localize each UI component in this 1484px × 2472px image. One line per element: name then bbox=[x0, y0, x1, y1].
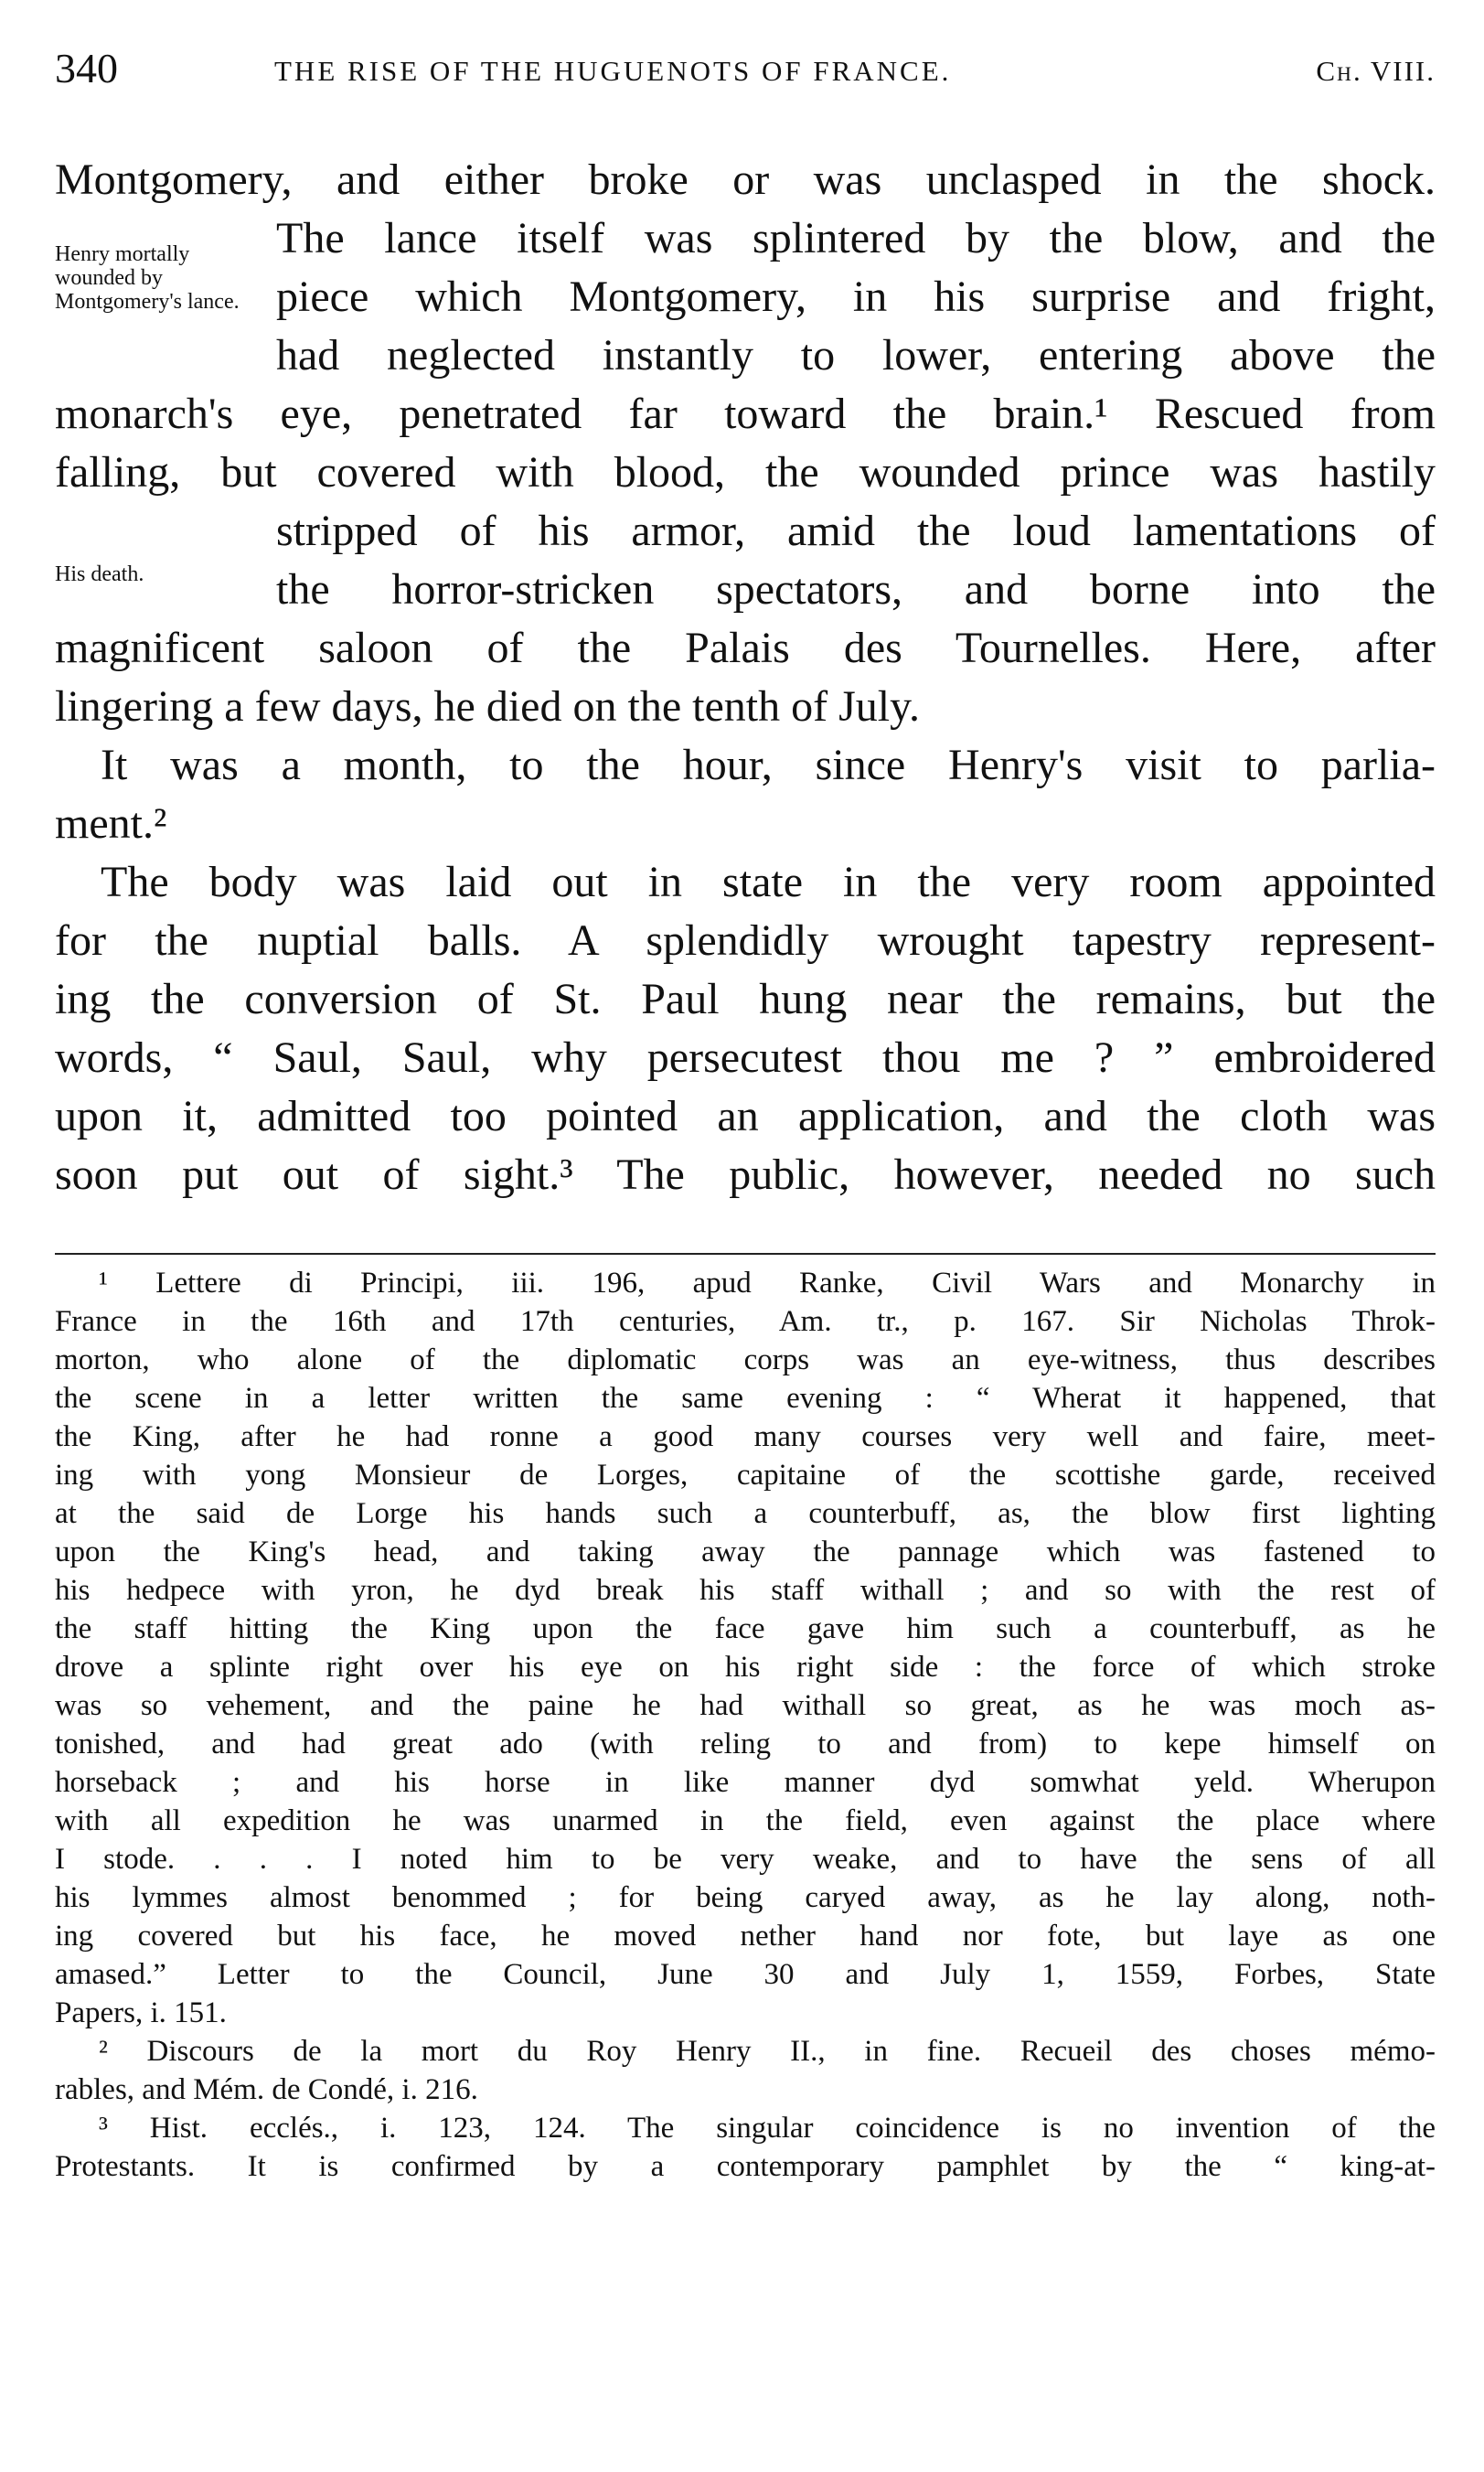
footnote-line: morton, who alone of the diplomatic corps was an eye-witness, thus describes bbox=[55, 1343, 1436, 1376]
footnote-line: upon the King's head, and taking away the pannage which was fastened to bbox=[55, 1536, 1436, 1568]
footnote-line: was so vehement, and the paine he had withall so great, as he was moch as- bbox=[55, 1689, 1436, 1722]
page-number: 340 bbox=[55, 45, 118, 91]
footnote-line: the staff hitting the King upon the face gave him such a counterbuff, as he bbox=[55, 1612, 1436, 1645]
body-line: upon it, admitted too pointed an application, and the cloth was bbox=[55, 1092, 1436, 1140]
footnote-line: the King, after he had ronne a good many courses very well and faire, meet- bbox=[55, 1420, 1436, 1453]
footnote-line: his hedpece with yron, he dyd break his staff withall ; and so with the rest of bbox=[55, 1574, 1436, 1607]
body-line: The body was laid out in state in the very room appointed bbox=[101, 858, 1436, 906]
footnote-line: the scene in a letter written the same evening : “ Wherat it happened, that bbox=[55, 1382, 1436, 1415]
chapter-label: Ch. VIII. bbox=[1316, 55, 1436, 87]
body-line: stripped of his armor, amid the loud lamentations of bbox=[276, 507, 1436, 555]
footnote-line: horseback ; and his horse in like manner dyd somwhat yeld. Wherupon bbox=[55, 1766, 1436, 1799]
sidenote-his-death: His death. bbox=[55, 562, 144, 586]
footnote-line: amased.” Letter to the Council, June 30 and July 1, 1559, Forbes, State bbox=[55, 1958, 1436, 1991]
body-line: ing the conversion of St. Paul hung near the remains, but the bbox=[55, 975, 1436, 1023]
body-line: The lance itself was splintered by the blow, and the bbox=[276, 214, 1436, 262]
body-line: Montgomery, and either broke or was unclasped in the shock. bbox=[55, 155, 1436, 204]
footnote-line: I stode. . . . I noted him to be very weake, and to have the sens of all bbox=[55, 1843, 1436, 1876]
footnote-rule bbox=[55, 1253, 1436, 1255]
footnote-line: Protestants. It is confirmed by a contemporary pamphlet by the “ king-at- bbox=[55, 2150, 1436, 2183]
footnote-line: ³ Hist. ecclés., i. 123, 124. The singular coincidence is no invention of the bbox=[99, 2112, 1436, 2145]
body-line: It was a month, to the hour, since Henry's visit to parlia- bbox=[101, 741, 1436, 789]
footnote-line: Papers, i. 151. bbox=[55, 1996, 227, 2029]
footnotes bbox=[55, 1264, 1436, 2186]
sidenote-mortally-wounded: Henry mortally wounded by Montgomery's lance. bbox=[55, 242, 240, 314]
body-line: monarch's eye, penetrated far toward the brain.¹ Rescued from bbox=[55, 390, 1436, 438]
footnote-line: drove a splinte right over his eye on his right side : the force of which stroke bbox=[55, 1651, 1436, 1684]
footnote-line: tonished, and had great ado (with reling to and from) to kepe himself on bbox=[55, 1728, 1436, 1760]
body-line: piece which Montgomery, in his surprise and fright, bbox=[276, 273, 1436, 321]
body-line: falling, but covered with blood, the wounded prince was hastily bbox=[55, 448, 1436, 497]
footnote-line: France in the 16th and 17th centuries, Am. tr., p. 167. Sir Nicholas Throk- bbox=[55, 1305, 1436, 1338]
body-line: lingering a few days, he died on the tenth of July. bbox=[55, 682, 920, 731]
footnote-line: rables, and Mém. de Condé, i. 216. bbox=[55, 2073, 478, 2106]
body-line: for the nuptial balls. A splendidly wrought tapestry represent- bbox=[55, 916, 1436, 965]
page-header bbox=[55, 44, 1436, 99]
body-line: had neglected instantly to lower, entering above the bbox=[276, 331, 1436, 380]
body-line: words, “ Saul, Saul, why persecutest thou me ? ” embroidered bbox=[55, 1033, 1436, 1082]
footnote-line: ² Discours de la mort du Roy Henry II., in fine. Recueil des choses mémo- bbox=[99, 2035, 1436, 2068]
footnote-line: ing with yong Monsieur de Lorges, capitaine of the scottishe garde, received bbox=[55, 1459, 1436, 1492]
footnote-line: ¹ Lettere di Principi, iii. 196, apud Ranke, Civil Wars and Monarchy in bbox=[99, 1267, 1436, 1300]
footnote-line: with all expedition he was unarmed in the field, even against the place where bbox=[55, 1804, 1436, 1837]
footnote-line: at the said de Lorge his hands such a counterbuff, as, the blow first lighting bbox=[55, 1497, 1436, 1530]
running-title: THE RISE OF THE HUGUENOTS OF FRANCE. bbox=[274, 55, 952, 87]
footnote-line: his lymmes almost benommed ; for being caryed away, as he lay along, noth- bbox=[55, 1881, 1436, 1914]
body-line: the horror-stricken spectators, and borne into the bbox=[276, 565, 1436, 614]
body-line: ment.² bbox=[55, 799, 167, 848]
body-line: soon put out of sight.³ The public, however, needed no such bbox=[55, 1150, 1436, 1199]
main-text bbox=[55, 151, 1436, 1204]
body-line: magnificent saloon of the Palais des Tournelles. Here, after bbox=[55, 624, 1436, 672]
footnote-line: ing covered but his face, he moved nether hand nor fote, but laye as one bbox=[55, 1920, 1436, 1953]
